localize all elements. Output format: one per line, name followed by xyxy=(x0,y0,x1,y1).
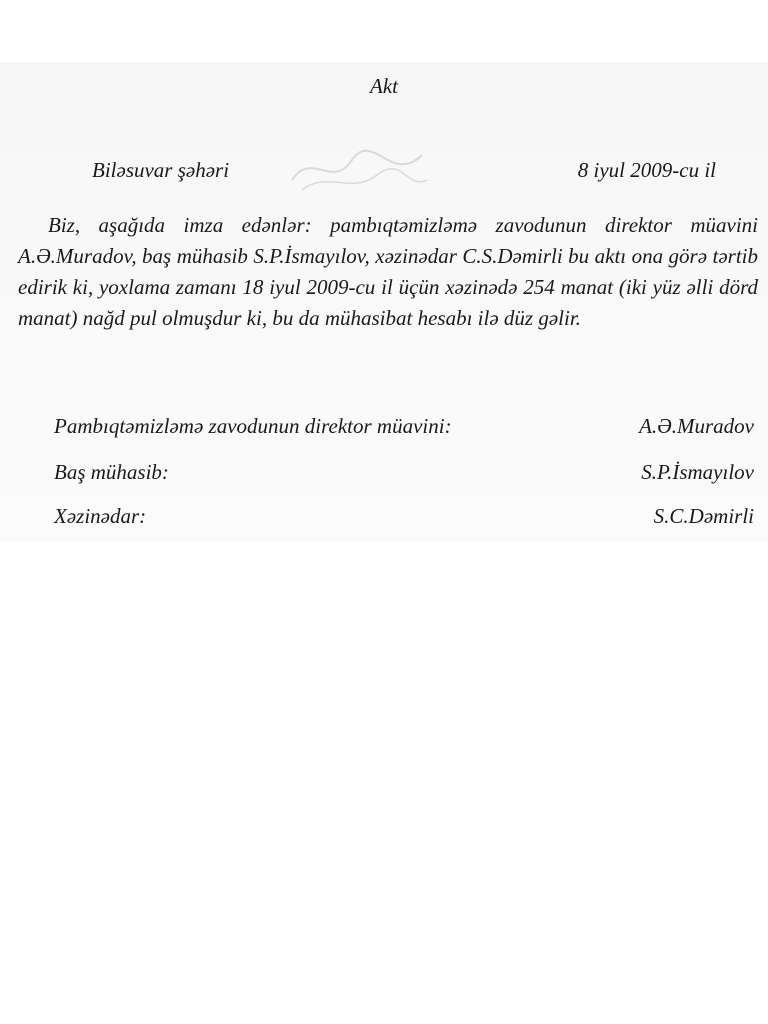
date: 8 iyul 2009-cu il xyxy=(577,158,716,182)
signature-name: S.C.Dəmirli xyxy=(653,504,754,528)
place-date-line xyxy=(92,158,716,183)
signature-role: Pambıqtəmizləmə zavodunun direktor müavini: xyxy=(54,414,452,438)
act-body-paragraph: Biz, aşağıda imza edənlər: pambıqtəmizləmə zavodunun direktor müavini A.Ə.Muradov, baş mühasib S.P.İsmayılov, xəzinədar C.S.Dəmirli bu aktı ona görə tərtib edirik ki, yoxlama zamanı 18 iyul 2009-cu il üçün xəzinədə 254 manat (iki yüz əlli dörd manat) nağd pul olmuşdur ki, bu da mühasibat hesabı ilə düz gəlir. xyxy=(18,213,758,330)
signature-row xyxy=(54,414,758,439)
signature-name: S.P.İsmayılov xyxy=(641,460,754,484)
signature-row xyxy=(54,460,758,485)
signature-name: A.Ə.Muradov xyxy=(639,414,754,438)
place: Biləsuvar şəhəri xyxy=(92,158,230,182)
signature-row xyxy=(54,504,758,529)
signature-role: Baş mühasib: xyxy=(54,460,169,484)
document-title: Akt xyxy=(370,74,398,98)
signature-role: Xəzinədar: xyxy=(54,504,147,528)
